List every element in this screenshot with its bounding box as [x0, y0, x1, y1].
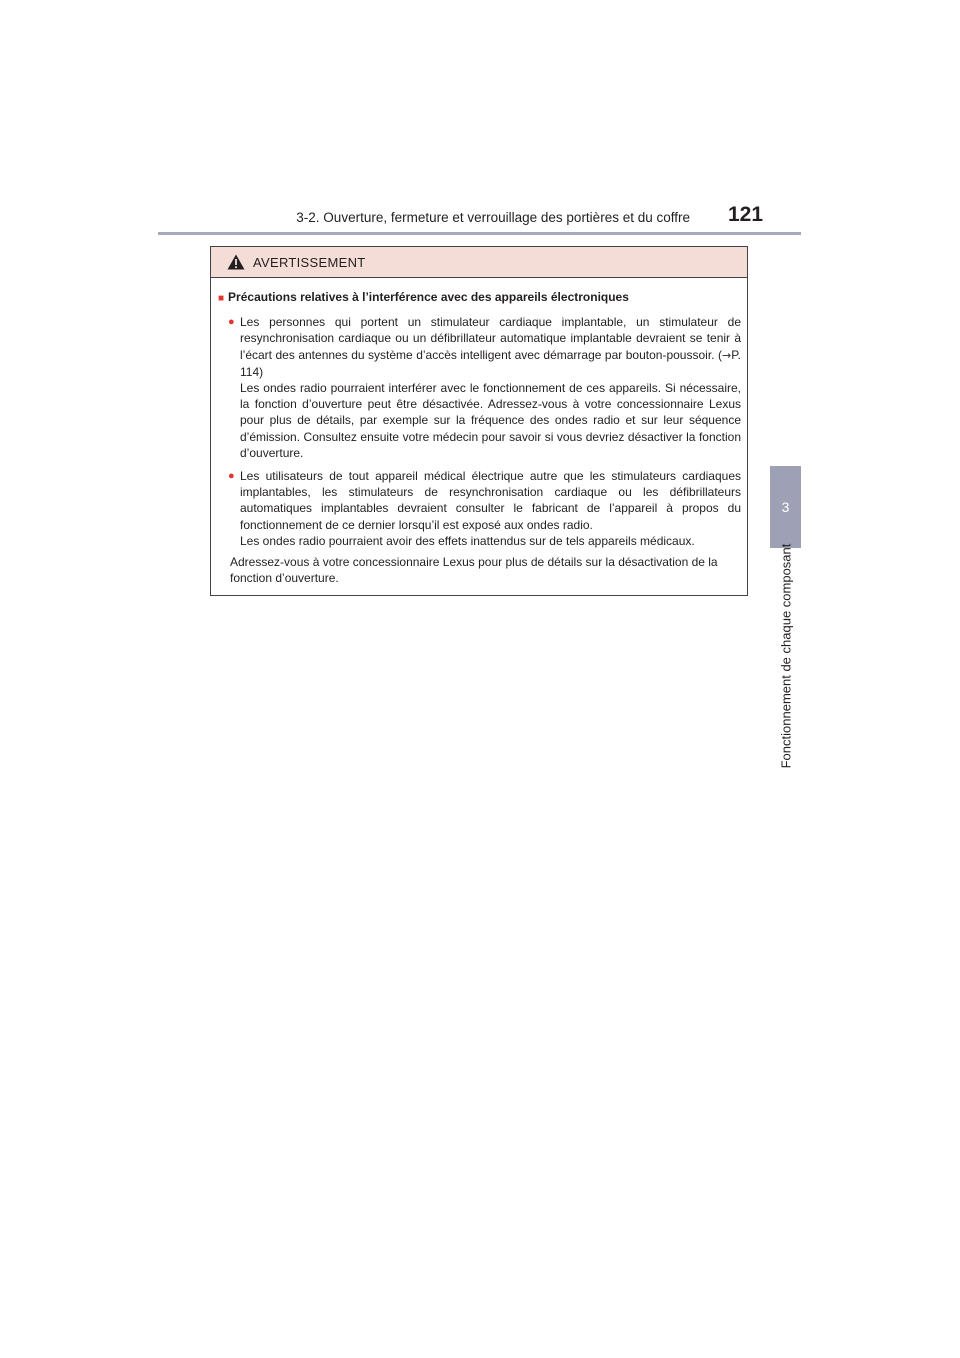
section-title-text: Précautions relatives à l’interférence avec des appareils électroniques: [228, 290, 629, 304]
running-header-title: 3-2. Ouverture, fermeture et verrouillage des portières et du coffre: [296, 210, 690, 225]
closing-paragraph: Adressez-vous à votre concessionnaire Lexus pour plus de détails sur la désactivation de la fonction d’ouverture.: [230, 555, 718, 586]
bullet-paragraph: Les personnes qui portent un stimulateur cardiaque implantable, un stimulateur de resynchronisation cardiaque ou un défibrillateur automatique implantable devraient se tenir à l’écart des antennes du système d’accès intelligent avec démarrage par bouton-poussoir. (→P. 114): [240, 315, 741, 379]
bullet-paragraph: Les ondes radio pourraient avoir des effets inattendus sur de tels appareils médicaux.: [240, 533, 695, 548]
bullet-paragraph: Les utilisateurs de tout appareil médical électrique autre que les stimulateurs cardiaques implantables, les stimulateurs de resynchronisation cardiaque ou les défibrillateurs automatiques implantables devraient consulter le fabricant de l’appareil à propos du fonctionnement de ce dernier lorsqu’il est exposé aux ondes radio.: [240, 469, 741, 532]
warning-triangle-icon: [227, 254, 245, 270]
chapter-number: 3: [781, 499, 790, 515]
square-bullet-icon: ■: [218, 293, 225, 304]
warning-body: [211, 278, 747, 586]
warning-box: [210, 246, 748, 596]
chapter-label: Fonctionnement de chaque composant: [778, 543, 794, 769]
bullet-dot-icon: ●: [228, 470, 235, 483]
chapter-tab: [770, 466, 801, 548]
bullet-paragraph: Les ondes radio pourraient interférer avec le fonctionnement de ces appareils. Si nécessaire, la fonction d’ouverture peut être désactivée. Adressez-vous à votre concessionnaire Lexus pour plus de détails, par exemple sur la fréquence des ondes radio et sur leur séquence d’émission. Consultez ensuite votre médecin pour savoir si vous devriez désactiver la fonction d’ouverture.: [240, 381, 741, 460]
list-item: [218, 468, 741, 549]
page-number: 121: [728, 203, 764, 226]
section-title: [218, 289, 741, 307]
list-item: [218, 314, 741, 461]
warning-title: AVERTISSEMENT: [253, 254, 366, 270]
header-divider: [158, 232, 801, 235]
reference-arrow-icon: →: [721, 348, 732, 362]
warning-header: [211, 247, 747, 278]
page-reference[interactable]: P. 114: [240, 347, 741, 379]
bullet-dot-icon: ●: [228, 316, 235, 329]
